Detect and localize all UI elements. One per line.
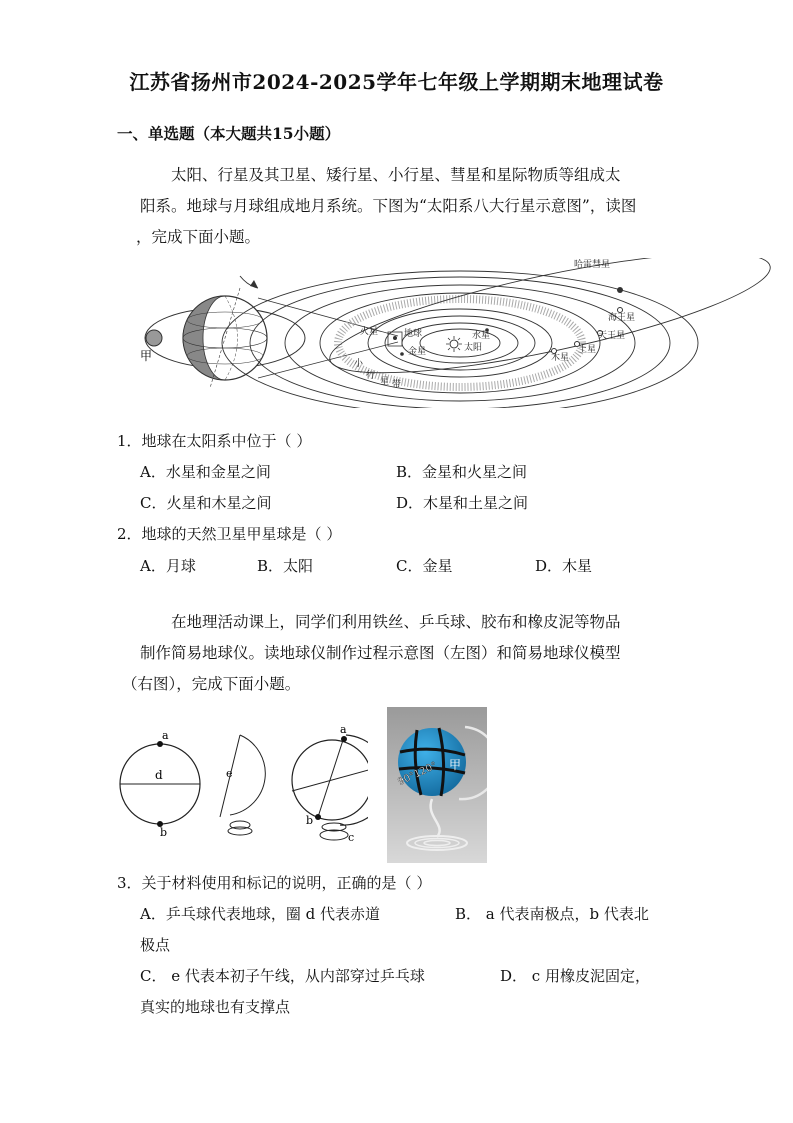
jupiter-label: 木星 <box>551 353 570 363</box>
q2-option-d[interactable]: D．木星 <box>535 557 593 575</box>
label-a-1: a <box>162 729 169 742</box>
exam-title: 江苏省扬州市2024-2025学年七年级上学期期末地理试卷 <box>129 70 664 94</box>
q3-option-d[interactable]: D． c 用橡皮泥固定， <box>500 967 650 985</box>
saturn-label: 土星 <box>578 345 597 355</box>
uranus-label: 天王星 <box>598 331 626 341</box>
photo-jia-label: 甲 <box>449 758 462 772</box>
planet-orbits <box>222 258 778 408</box>
q1-option-d[interactable]: D．木星和土星之间 <box>396 494 529 512</box>
sun-label: 太阳 <box>464 343 483 353</box>
moon-jia <box>146 330 162 346</box>
solar-system-figure <box>140 258 780 408</box>
q2-option-a[interactable]: A．月球 <box>140 557 196 575</box>
asteroid-label-3: 星 <box>380 377 390 387</box>
passage-1-line-2: 阳系。地球与月球组成地月系统。下图为“太阳系八大行星示意图”，读图 <box>140 197 637 215</box>
globe-making-figure <box>118 727 368 847</box>
asteroid-label-4: 带 <box>392 380 402 390</box>
question-1: 1．地球在太阳系中位于（ ） <box>117 432 312 450</box>
question-2: 2．地球的天然卫星甲星球是（ ） <box>117 525 342 543</box>
q1-option-a[interactable]: A．水星和金星之间 <box>140 463 271 481</box>
photo-degree-label: 90°120° <box>396 760 439 788</box>
passage-2-line-2: 制作简易地球仪。读地球仪制作过程示意图（左图）和简易地球仪模型 <box>140 644 621 662</box>
passage-2-line-1: 在地理活动课上，同学们利用铁丝、乒乓球、胶布和橡皮泥等物品 <box>171 613 621 631</box>
question-3: 3．关于材料使用和标记的说明，正确的是（ ） <box>117 874 432 892</box>
q3-option-b-cont: 极点 <box>140 936 171 954</box>
label-d: d <box>155 768 163 782</box>
label-b-1: b <box>160 826 168 839</box>
step-3-assembled <box>292 735 368 840</box>
earth-globe <box>183 288 267 388</box>
mercury-label: 水星 <box>472 331 491 341</box>
q2-option-b[interactable]: B．太阳 <box>257 557 314 575</box>
q1-option-b[interactable]: B．金星和火星之间 <box>396 463 528 481</box>
passage-2 <box>122 607 670 700</box>
section-heading: 一、单选题（本大题共15小题） <box>117 124 341 143</box>
label-c: c <box>348 831 355 844</box>
sun-icon <box>446 336 462 352</box>
passage-1-line-3: ，完成下面小题。 <box>136 228 261 246</box>
jia-label: 甲 <box>140 349 153 363</box>
q1-option-c[interactable]: C．火星和木星之间 <box>140 494 272 512</box>
mars-label: 火星 <box>360 327 379 337</box>
label-e: e <box>226 767 233 780</box>
earth-label: 地球 <box>404 329 423 339</box>
q3-option-b[interactable]: B． a 代表南极点，b 代表北 <box>455 905 649 923</box>
step-2-wire <box>220 735 265 835</box>
passage-2-line-3: （右图），完成下面小题。 <box>122 675 301 693</box>
venus-label: 金星 <box>408 347 427 357</box>
q2-option-c[interactable]: C．金星 <box>396 557 453 575</box>
passage-1-line-1: 太阳、行星及其卫星、矮行星、小行星、彗星和星际物质等组成太 <box>171 166 621 184</box>
q3-option-d-cont: 真实的地球也有支撑点 <box>140 998 291 1016</box>
label-a-2: a <box>340 727 347 736</box>
step-1-ball <box>120 741 200 827</box>
globe-model-photo <box>387 707 487 863</box>
passage-1 <box>136 160 670 253</box>
asteroid-label-1: 小 <box>354 359 364 369</box>
asteroid-label-2: 行 <box>366 371 376 381</box>
halley-label: 哈雷彗星 <box>574 260 611 270</box>
neptune-label: 海王星 <box>608 313 636 323</box>
label-b-2: b <box>306 814 314 827</box>
q3-option-a[interactable]: A．乒乓球代表地球，圈 d 代表赤道 <box>140 905 380 923</box>
q3-option-c[interactable]: C． e 代表本初子午线，从内部穿过乒乓球 <box>140 967 425 985</box>
